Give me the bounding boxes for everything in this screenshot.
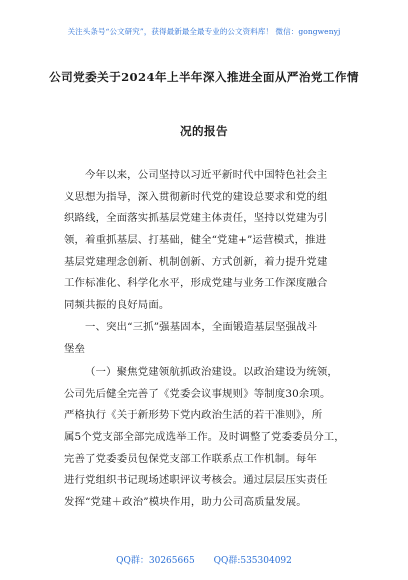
section-heading-line: 堡垒 bbox=[64, 342, 86, 355]
paragraph-line: 同频共振的良好局面。 bbox=[64, 299, 170, 312]
paragraph-intro bbox=[64, 165, 348, 317]
top-promo-banner bbox=[0, 26, 408, 37]
footer-qq-group-1: QQ群：30265665 bbox=[116, 556, 195, 566]
paragraph-line: 进行党组织书记现场述职评议考核会。通过层层压实责任 bbox=[64, 474, 328, 487]
paragraph-line: 发挥“党建＋政治”模块作用，助力公司高质量发展。 bbox=[64, 496, 307, 509]
paragraph-line: 今年以来，公司坚持以习近平新时代中国特色社会主 bbox=[85, 169, 328, 181]
paragraph-line: 领，着重抓基层、打基础，健全“党建+”运营模式，推进 bbox=[64, 234, 327, 247]
section-heading-1 bbox=[64, 317, 348, 360]
paragraph-line: 严格执行《关于新形势下党内政治生活的若干准则》，所 bbox=[64, 409, 323, 422]
paragraph-line: 公司先后健全完善了《党委会议事规则》等制度30余项。 bbox=[64, 387, 331, 400]
banner-wechat-text: 微信：gongwenyj bbox=[275, 27, 341, 36]
paragraph-line: 完善了党委委员包保党支部工作联系点工作机制。每年 bbox=[64, 452, 317, 465]
section-heading-line: 一、突出“三抓”强基固本，全面锻造基层坚强战斗 bbox=[85, 321, 318, 333]
footer-qq-groups bbox=[0, 553, 408, 566]
paragraph-line: （一）聚焦党建领航抓政治建设。以政治建设为统领， bbox=[85, 366, 338, 378]
paragraph-line: 基层党建理念创新、机制创新、方式创新，着力提升党建 bbox=[64, 255, 328, 268]
paragraph-line: 工作标准化、科学化水平，形成党建与业务工作深度融合 bbox=[64, 277, 328, 290]
document-title-line-2: 况的报告 bbox=[180, 124, 228, 138]
banner-promo-text: 关注头条号“公文研究”，获得最新最全最专业的公文资料库！ bbox=[67, 27, 274, 36]
paragraph-line: 义思想为指导，深入贯彻新时代党的建设总要求和党的组 bbox=[64, 190, 328, 203]
footer-qq-group-2: QQ群:535304092 bbox=[213, 556, 292, 566]
document-title-line-1: 公司党委关于2024年上半年深入推进全面从严治党工作情 bbox=[49, 70, 359, 84]
paragraph-line: 织路线，全面落实抓基层党建主体责任，坚持以党建为引 bbox=[64, 212, 328, 225]
paragraph-line: 属5个党支部全部完成选举工作。及时调整了党委委员分工， bbox=[64, 431, 345, 444]
paragraph-political-building bbox=[64, 362, 348, 514]
